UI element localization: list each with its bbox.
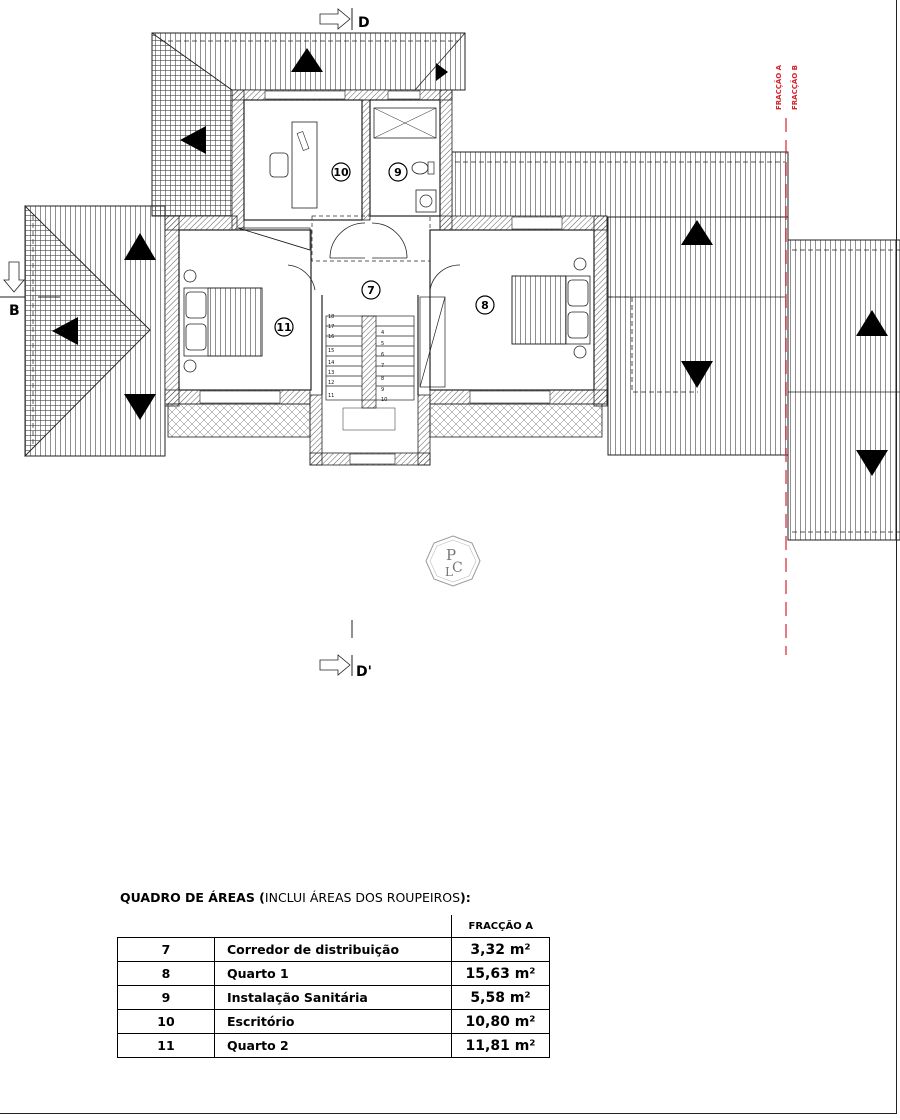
svg-text:11: 11 — [276, 321, 292, 334]
step-number: 4 — [381, 330, 385, 336]
step-number: 18 — [328, 314, 335, 320]
step-number: 9 — [381, 387, 385, 393]
table-row: 8 Quarto 1 15,63 m² — [118, 962, 550, 986]
areas-table — [117, 915, 550, 1058]
room-label-9 — [389, 163, 407, 181]
column-header-fraccao-a: FRACÇÃO A — [452, 915, 550, 938]
svg-text:D': D' — [356, 664, 372, 680]
step-number: 16 — [328, 334, 335, 340]
fraction-b-label: FRACÇÃO B — [791, 64, 799, 110]
table-row: 9 Instalação Sanitária 5,58 m² — [118, 986, 550, 1010]
section-marker-top — [320, 8, 370, 31]
svg-text:L: L — [445, 565, 453, 579]
svg-text:10: 10 — [333, 166, 349, 179]
svg-text:B: B — [9, 303, 20, 319]
svg-text:8: 8 — [481, 299, 489, 312]
step-number: 15 — [328, 348, 335, 354]
step-number: 6 — [381, 352, 385, 358]
step-number: 12 — [328, 380, 335, 386]
section-arrow-icon — [320, 655, 350, 675]
svg-text:7: 7 — [367, 284, 375, 297]
section-arrow-icon — [320, 9, 350, 29]
areas-table-header — [118, 915, 550, 938]
room-label-11 — [275, 318, 293, 336]
step-number: 17 — [328, 324, 335, 330]
plc-logo — [426, 536, 480, 586]
svg-text:9: 9 — [394, 166, 402, 179]
areas-table-title: QUADRO DE ÁREAS (INCLUI ÁREAS DOS ROUPEIROS): — [120, 890, 471, 905]
table-row: 7 Corredor de distribuição 3,32 m² — [118, 938, 550, 962]
svg-text:P: P — [446, 546, 457, 564]
step-number: 7 — [381, 363, 385, 369]
room-label-8 — [476, 296, 494, 314]
svg-text:C: C — [452, 560, 463, 576]
step-number: 13 — [328, 370, 335, 376]
step-number: 11 — [328, 393, 335, 399]
step-number: 10 — [381, 397, 388, 403]
roof-fraction-b — [788, 240, 900, 540]
room-label-7 — [362, 281, 380, 299]
fraction-a-label: FRACÇÃO A — [775, 64, 783, 110]
table-row: 11 Quarto 2 11,81 m² — [118, 1034, 550, 1058]
table-row: 10 Escritório 10,80 m² — [118, 1010, 550, 1034]
room-label-10 — [332, 163, 350, 181]
section-marker-bottom — [320, 620, 372, 680]
step-number: 5 — [381, 341, 385, 347]
step-number: 8 — [381, 376, 385, 382]
step-number: 14 — [328, 360, 335, 366]
section-arrow-icon — [4, 262, 24, 292]
svg-text:D: D — [358, 15, 370, 31]
